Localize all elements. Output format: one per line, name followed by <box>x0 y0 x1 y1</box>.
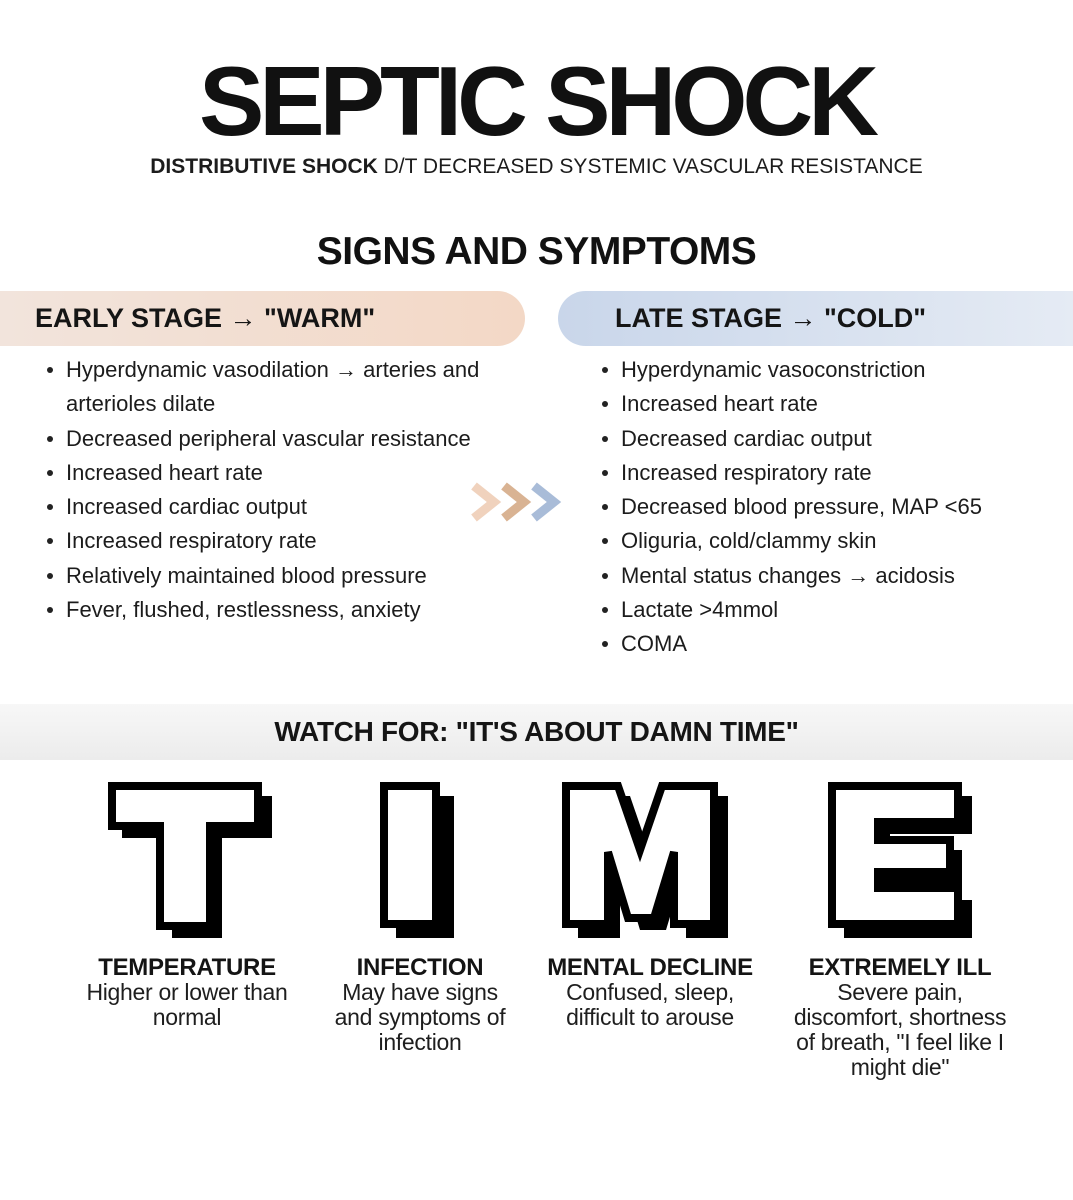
list-item: Increased heart rate <box>601 387 1041 421</box>
infection-heading: INFECTION <box>356 954 484 981</box>
early-symptom-list <box>46 353 516 627</box>
list-item: Decreased peripheral vascular resistance <box>46 422 516 456</box>
watch-for-text: WATCH FOR: "IT'S ABOUT DAMN TIME" <box>274 716 799 747</box>
late-stage-banner <box>558 291 1073 346</box>
subtitle-rest: D/T DECREASED SYSTEMIC VASCULAR RESISTANCE <box>377 155 923 178</box>
letter-i-graphic <box>380 782 454 938</box>
letter-t-face <box>112 786 258 926</box>
page-title: SEPTIC SHOCK <box>198 46 875 156</box>
early-stage-banner <box>0 291 525 346</box>
list-item: Mental status changes → acidosis <box>601 559 1041 593</box>
mental-decline-label <box>530 955 770 1030</box>
extremely-ill-heading: EXTREMELY ILL <box>808 954 992 981</box>
signs-symptoms-heading: SIGNS AND SYMPTOMS <box>316 230 757 273</box>
letter-e-graphic <box>828 782 972 938</box>
late-stage-label: LATE STAGE → "COLD" <box>615 303 927 333</box>
subtitle-bold: DISTRIBUTIVE SHOCK <box>150 155 378 178</box>
letter-m-graphic <box>562 782 728 938</box>
extremely-ill-description: Severe pain, discomfort, shortness of breath, "I feel like I might die" <box>793 979 1007 1080</box>
chevron-1-icon <box>474 486 494 518</box>
list-item: Relatively maintained blood pressure <box>46 559 516 593</box>
temperature-description: Higher or lower than normal <box>86 979 288 1030</box>
list-item: Hyperdynamic vasoconstriction <box>601 353 1041 387</box>
list-item: Decreased blood pressure, MAP <65 <box>601 490 1041 524</box>
list-item: Increased heart rate <box>46 456 516 490</box>
mental-decline-description: Confused, sleep, difficult to arouse <box>566 979 734 1030</box>
temperature-heading: TEMPERATURE <box>98 954 276 981</box>
extremely-ill-label <box>780 955 1020 1080</box>
list-item: Increased respiratory rate <box>601 456 1041 490</box>
list-item: Increased respiratory rate <box>46 524 516 558</box>
late-symptom-list <box>601 353 1041 662</box>
chevron-2-icon <box>504 486 524 518</box>
list-item: Decreased cardiac output <box>601 422 1041 456</box>
mental-decline-heading: MENTAL DECLINE <box>547 954 753 981</box>
watch-for-banner <box>0 704 1073 760</box>
early-stage-label: EARLY STAGE → "WARM" <box>35 303 376 333</box>
temperature-label <box>67 955 307 1030</box>
list-item: Increased cardiac output <box>46 490 516 524</box>
chevron-arrows-icon <box>468 480 564 524</box>
subtitle <box>0 156 1073 177</box>
list-item: Fever, flushed, restlessness, anxiety <box>46 593 516 627</box>
list-item: COMA <box>601 627 1041 661</box>
chevron-3-icon <box>534 486 554 518</box>
letter-t-graphic <box>108 782 272 938</box>
list-item: Hyperdynamic vasodilation → arteries and arterioles dilate <box>46 353 516 422</box>
list-item: Lactate >4mmol <box>601 593 1041 627</box>
infection-description: May have signs and symptoms of infection <box>334 979 506 1055</box>
list-item: Oliguria, cold/clammy skin <box>601 524 1041 558</box>
infection-label <box>300 955 540 1055</box>
